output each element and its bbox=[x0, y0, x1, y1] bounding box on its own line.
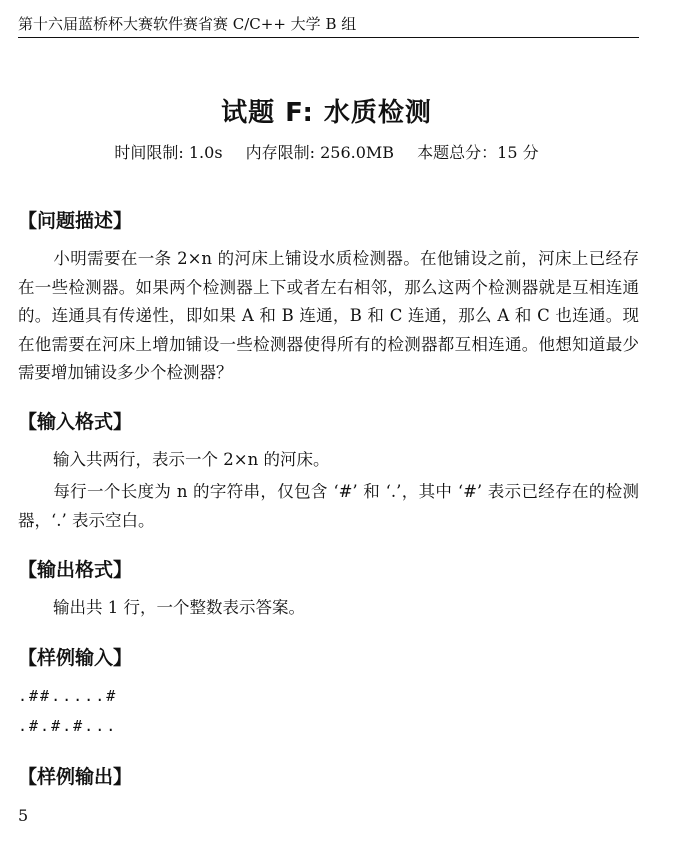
running-header: 第十六届蓝桥杯大赛软件赛省赛 C/C++ 大学 B 组 bbox=[18, 15, 357, 33]
time-limit: 时间限制: 1.0s bbox=[114, 143, 223, 162]
total-score: 本题总分：15 分 bbox=[417, 143, 539, 162]
sample-input-line-1: .##.....# bbox=[18, 687, 118, 705]
description-paragraph bbox=[18, 245, 639, 388]
input-format-paragraph-1 bbox=[18, 446, 639, 475]
page-number: 5 bbox=[18, 806, 29, 825]
sample-input-line-2: .#.#.#... bbox=[18, 717, 118, 735]
sample-output-heading: 【样例输出】 bbox=[18, 766, 133, 788]
input-format-text-2: 每行一个长度为 n 的字符串，仅包含 ‘#’ 和 ‘.’，其中 ‘#’ 表示已经存在的检测器，‘.’ 表示空白。 bbox=[18, 482, 639, 530]
output-format-heading: 【输出格式】 bbox=[18, 559, 133, 581]
sample-input-heading: 【样例输入】 bbox=[18, 647, 133, 669]
memory-limit: 内存限制: 256.0MB bbox=[245, 143, 395, 162]
problem-limits bbox=[0, 142, 653, 164]
header-rule bbox=[18, 37, 639, 38]
problem-title: 试题 F: 水质检测 bbox=[221, 98, 432, 128]
input-format-text-1: 输入共两行，表示一个 2×n 的河床。 bbox=[53, 450, 330, 469]
output-format-paragraph bbox=[18, 594, 639, 623]
input-format-paragraph-2 bbox=[18, 478, 639, 535]
output-format-text: 输出共 1 行，一个整数表示答案。 bbox=[53, 598, 305, 617]
input-format-heading: 【输入格式】 bbox=[18, 411, 133, 433]
description-text: 小明需要在一条 2×n 的河床上铺设水质检测器。在他铺设之前，河床上已经存在一些检测器。如果两个检测器上下或者左右相邻，那么这两个检测器就是互相连通的。连通具有传递性，即如果 A 和 B 连通，B 和 C 连通，那么 A 和 C 也连通。现在他需要在河床上增加铺设一些检测器使得所有的检测器都互相连通。他想知道最少需要增加铺设多少个检测器？ bbox=[18, 249, 639, 382]
description-heading: 【问题描述】 bbox=[18, 210, 133, 232]
